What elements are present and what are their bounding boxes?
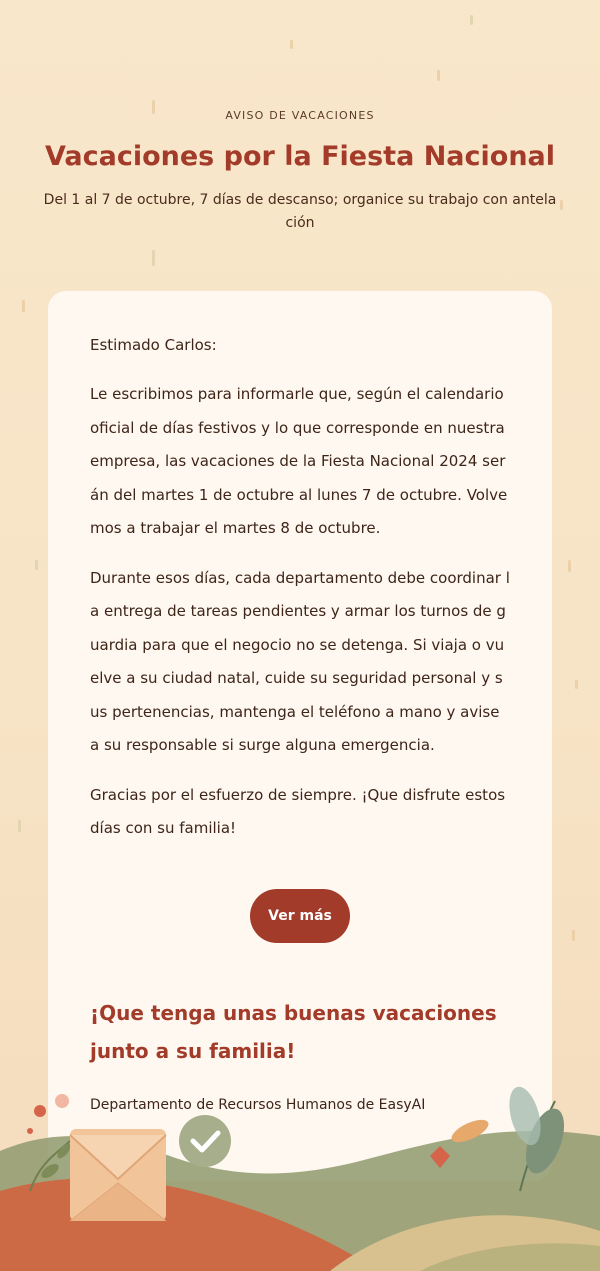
letter-greeting: Estimado Carlos: — [90, 336, 217, 354]
see-more-button[interactable]: Ver más — [250, 889, 350, 943]
notice-kicker: AVISO DE VACACIONES — [225, 109, 375, 122]
closing-message: ¡Que tenga unas buenas vacaciones junto a su familia! — [90, 1001, 497, 1063]
letter-paragraph: Le escribimos para informarle que, según el calendario oficial de días festivos y lo que corresponde en nuestra empresa, las vacaciones de la Fiesta Nacional 2024 serán del martes 1 de octubre al lunes 7 de octubre. Volvemos a trabajar el martes 8 de octubre. — [90, 385, 508, 537]
letter-paragraph: Gracias por el esfuerzo de siempre. ¡Que disfrute estos días con su familia! — [90, 785, 506, 837]
letter-paragraph: Durante esos días, cada departamento debe coordinar la entrega de tareas pendientes y armar los turnos de guardia para que el negocio no se detenga. Si viaja o vuelve a su ciudad natal, cuide su seguridad personal y sus pertenencias, mantenga el teléfono a mano y avise a su responsable si surge alguna emergencia. — [90, 568, 510, 754]
letter-body — [90, 333, 510, 862]
page-title: Vacaciones por la Fiesta Nacional — [44, 141, 556, 172]
signature: Departamento de Recursos Humanos de EasyAI — [90, 1097, 426, 1113]
button-row — [48, 889, 552, 943]
page-subtitle: Del 1 al 7 de octubre, 7 días de descanso; organice su trabajo con antelación — [43, 192, 557, 231]
letter-card — [48, 291, 552, 1181]
